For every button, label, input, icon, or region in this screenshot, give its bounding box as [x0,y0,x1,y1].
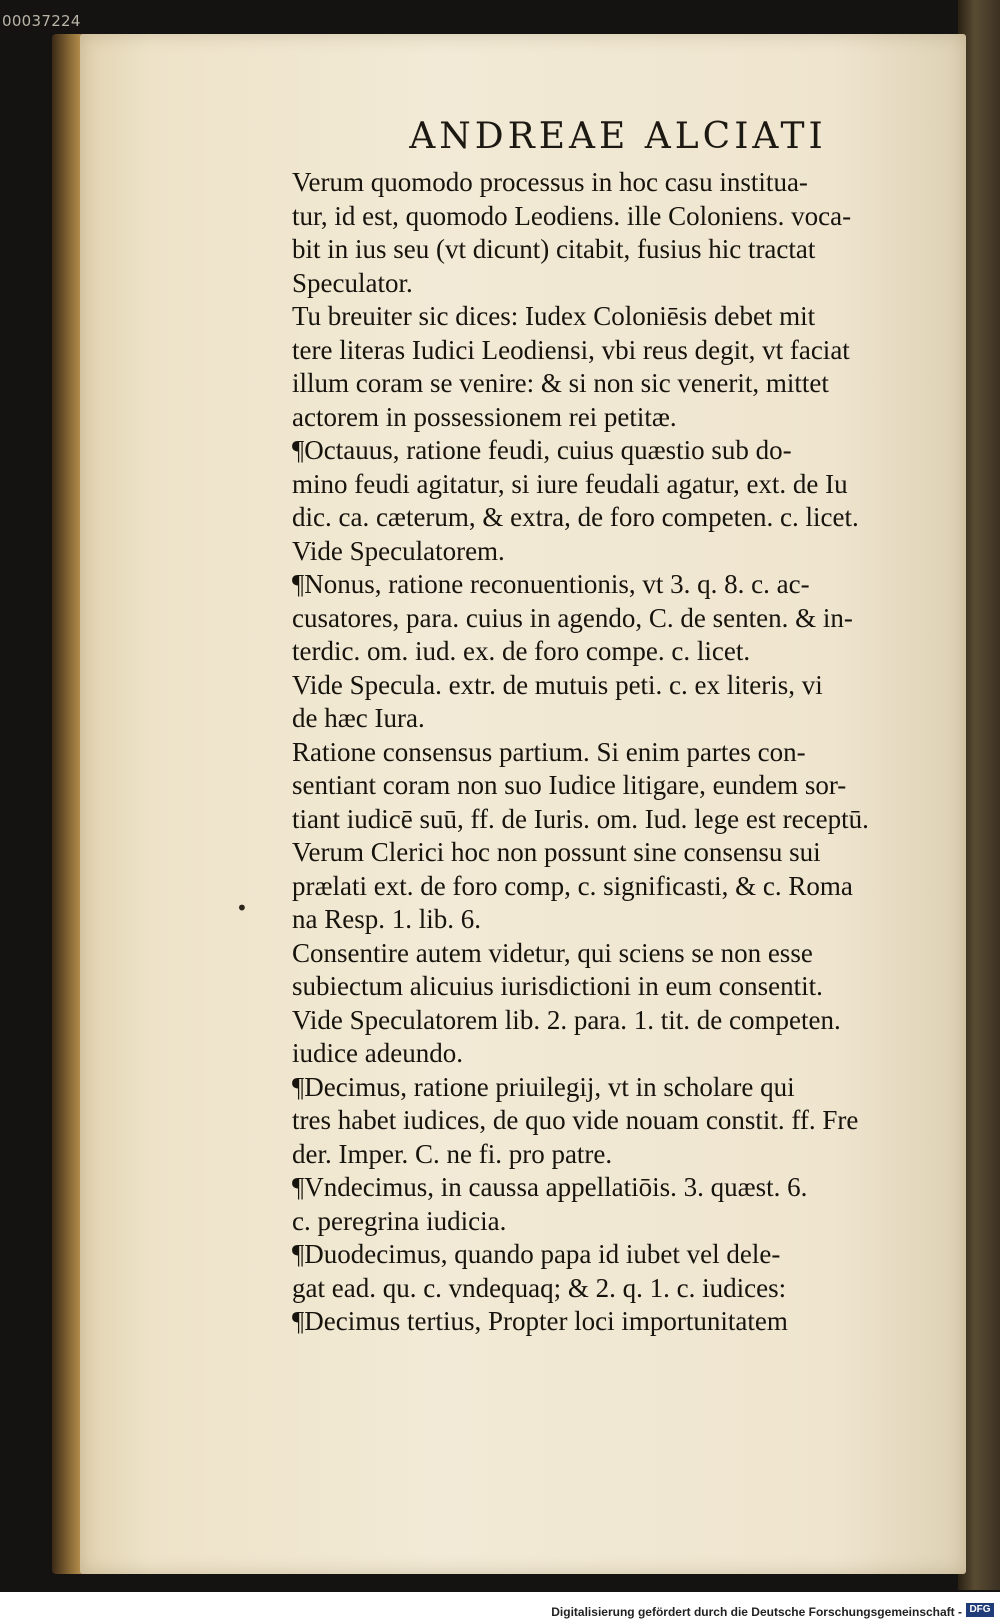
text-line: Speculator. [292,267,413,298]
margin-mark: • [236,896,248,920]
text-line: Verum quomodo processus in hoc casu institua- [292,167,808,197]
footer-credit: Digitalisierung gefördert durch die Deutsche Forschungsgemeinschaft - [551,1605,962,1619]
text-line: Ratione consensus partium. Si enim partes con- [292,736,806,767]
text-line: illum coram se venire: & si non sic venerit, mittet [292,368,829,398]
text-line: ¶Duodecimus, quando papa id iubet vel dele- [292,1239,781,1269]
text-line: Vide Speculatorem. [292,535,505,566]
dfg-logo: DFG [966,1603,994,1617]
text-line: tiant iudicē suū, ff. de Iuris. om. Iud. lege est receptū. [292,803,869,834]
text-line: gat ead. qu. c. vndequaq; & 2. q. 1. c. iudices: [292,1272,787,1303]
text-line: sentiant coram non suo Iudice litigare, eundem sor- [292,770,847,800]
text-line: mino feudi agitatur, si iure feudali agatur, ext. de Iu [292,468,848,499]
text-line: Consentire autem videtur, qui sciens se non esse [292,937,813,968]
text-line: prælati ext. de foro comp, c. significasti, & c. Roma [292,870,853,901]
text-line: Tu breuiter sic dices: Iudex Coloniēsis debet mit [292,301,816,331]
text-line: ¶Decimus, ratione priuilegij, vt in scholare qui [292,1071,795,1102]
scan-id-label: 00037224 [2,12,81,30]
text-line: tur, id est, quomodo Leodiens. ille Coloniens. voca- [292,200,852,231]
text-line: actorem in possessionem rei petitæ. [292,401,677,432]
text-line: cusatores, para. cuius in agendo, C. de senten. & in- [292,602,853,633]
text-line: ¶Vndecimus, in caussa appellatiōis. 3. quæst. 6. [292,1172,808,1202]
text-line: bit in ius seu (vt dicunt) citabit, fusius hic tractat [292,234,816,264]
text-block [292,166,934,1339]
text-line: dic. ca. cæterum, & extra, de foro competen. c. licet. [292,502,859,532]
text-line: tere literas Iudici Leodiensi, vbi reus degit, vt faciat [292,334,850,365]
text-line: na Resp. 1. lib. 6. [292,904,481,934]
running-head: ANDREAE ALCIATI [409,116,827,157]
text-line: tres habet iudices, de quo vide nouam constit. ff. Fre [292,1105,859,1135]
text-line: ¶Decimus tertius, Propter loci importunitatem [292,1306,788,1336]
text-line: iudice adeundo. [292,1038,463,1068]
text-line: Vide Speculatorem lib. 2. para. 1. tit. de competen. [292,1004,841,1035]
text-line: terdic. om. iud. ex. de foro compe. c. licet. [292,636,751,666]
text-line: ¶Nonus, ratione reconuentionis, vt 3. q. 8. c. ac- [292,569,810,599]
text-line: Verum Clerici hoc non possunt sine consensu sui [292,837,821,867]
text-line: der. Imper. C. ne fi. pro patre. [292,1138,613,1169]
text-line: ¶Octauus, ratione feudi, cuius quæstio sub do- [292,435,792,465]
text-line: c. peregrina iudicia. [292,1205,507,1236]
text-line: de hæc Iura. [292,703,425,733]
text-line: Vide Specula. extr. de mutuis peti. c. ex literis, vi [292,669,823,700]
text-line: subiectum alicuius iurisdictioni in eum consentit. [292,971,823,1001]
